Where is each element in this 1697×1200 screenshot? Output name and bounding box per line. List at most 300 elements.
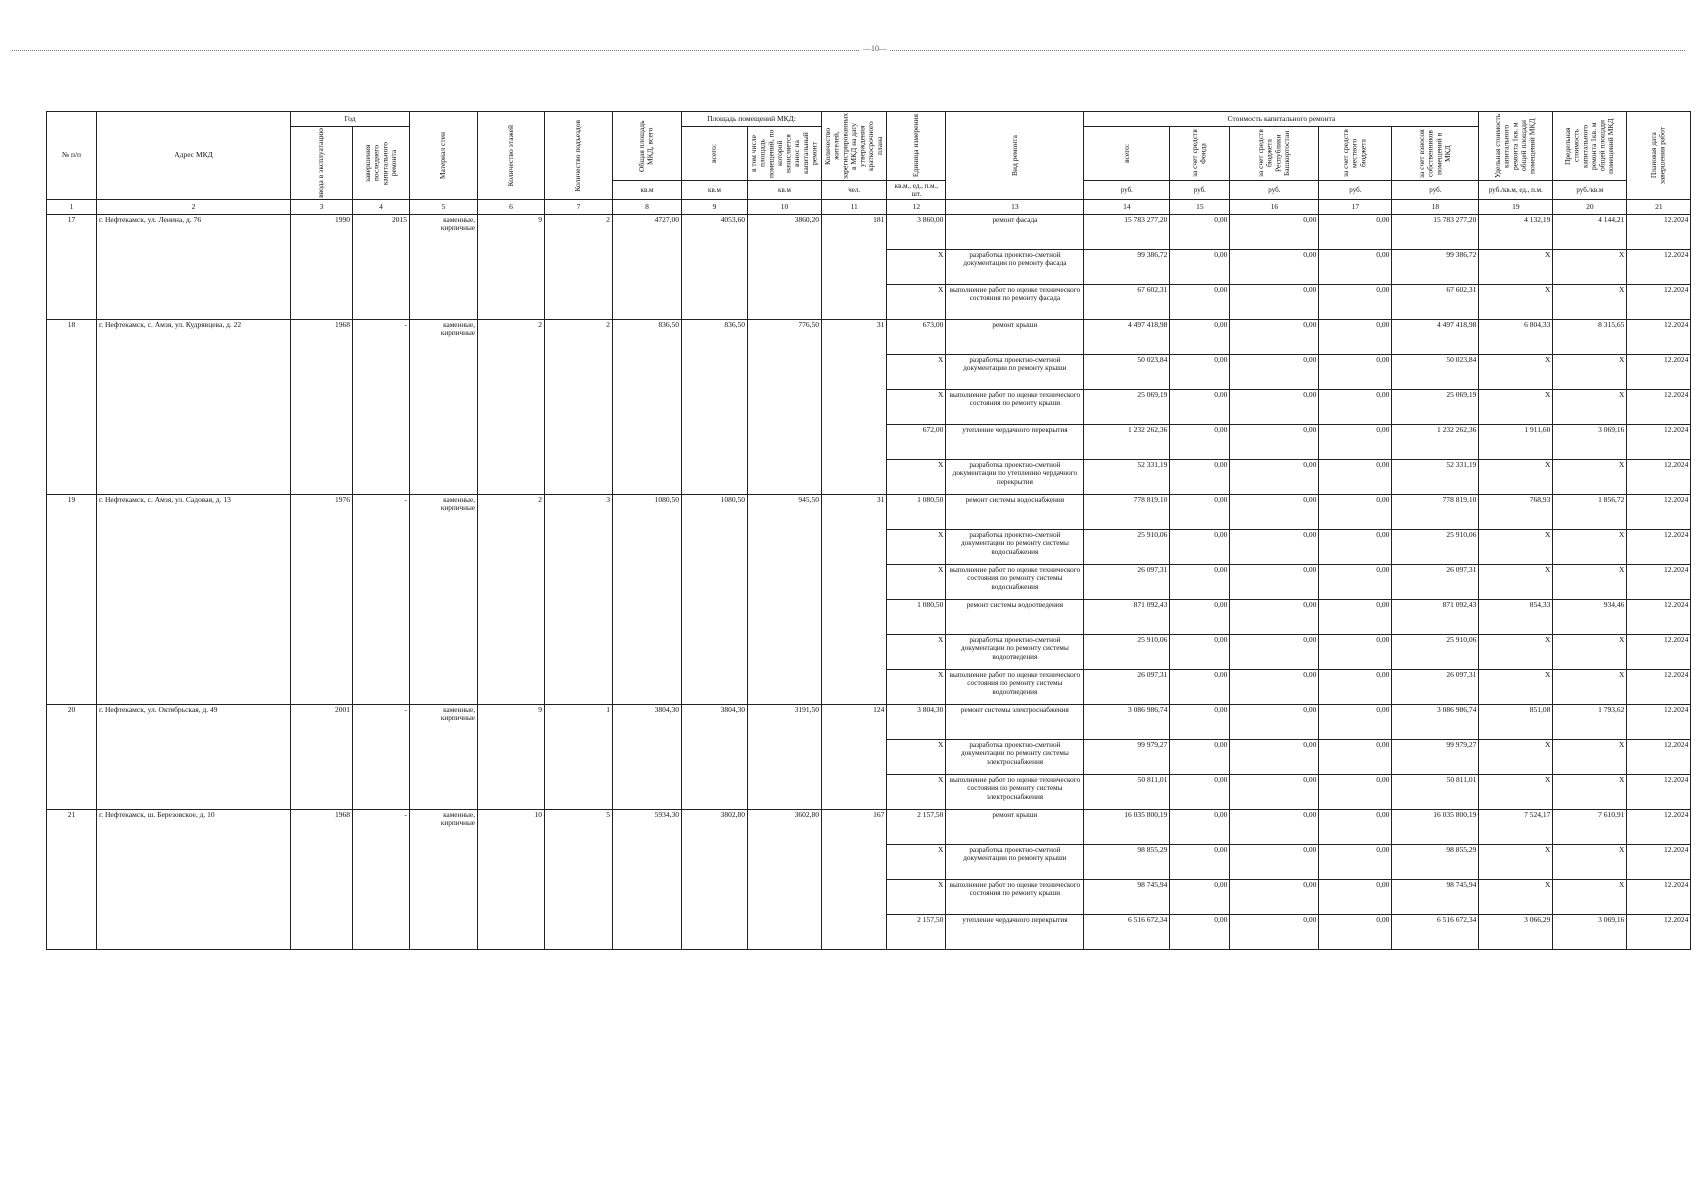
repair-type-cell: разработка проектно-сметной документации по ремонту системы водоснабжения bbox=[946, 530, 1084, 565]
blank-cell bbox=[748, 285, 822, 320]
blank-cell bbox=[47, 390, 97, 425]
cost-owners-cell: 25 069,19 bbox=[1392, 390, 1479, 425]
cost-local-cell: 0,00 bbox=[1319, 425, 1392, 460]
row-number: 21 bbox=[47, 810, 97, 845]
cost-local-cell: 0,00 bbox=[1319, 670, 1392, 705]
cost-local-cell: 0,00 bbox=[1319, 565, 1392, 600]
blank-cell bbox=[47, 670, 97, 705]
premises-paying-cell: 3191,50 bbox=[748, 705, 822, 740]
unit-cell: X bbox=[887, 670, 946, 705]
cost-owners-cell: 50 023,84 bbox=[1392, 355, 1479, 390]
year-commission-cell: 2001 bbox=[291, 705, 353, 740]
unit-cell: X bbox=[887, 880, 946, 915]
cost-region-cell: 0,00 bbox=[1230, 915, 1319, 950]
unit-cell: кв.м bbox=[682, 181, 748, 200]
blank-cell bbox=[97, 775, 291, 810]
header-cost-fund: за счет средств Фонда bbox=[1170, 127, 1230, 181]
header-premises-paying: в том числе площадь помещений, по которой начисляется взнос на капитальный ремонт bbox=[748, 127, 822, 181]
total-area-cell: 836,50 bbox=[613, 320, 682, 355]
blank-cell bbox=[613, 740, 682, 775]
unit-cell: 1 080,50 bbox=[887, 600, 946, 635]
blank-cell bbox=[545, 390, 613, 425]
table-row bbox=[47, 635, 1691, 670]
unit-cell: X bbox=[887, 390, 946, 425]
blank-cell bbox=[748, 775, 822, 810]
blank-cell bbox=[682, 530, 748, 565]
unit-cell: X bbox=[887, 460, 946, 495]
cost-owners-cell: 67 602,31 bbox=[1392, 285, 1479, 320]
total-area-cell: 3804,30 bbox=[613, 705, 682, 740]
cost-region-cell: 0,00 bbox=[1230, 775, 1319, 810]
row-number: 18 bbox=[47, 320, 97, 355]
floors-cell: 10 bbox=[478, 810, 545, 845]
column-number: 21 bbox=[1627, 200, 1691, 215]
blank-cell bbox=[545, 355, 613, 390]
cost-region-cell: 0,00 bbox=[1230, 810, 1319, 845]
cost-total-cell: 67 602,31 bbox=[1084, 285, 1170, 320]
blank-cell bbox=[291, 460, 353, 495]
blank-cell bbox=[291, 915, 353, 950]
max-cost-cell: X bbox=[1553, 390, 1627, 425]
blank-cell bbox=[682, 285, 748, 320]
blank-cell bbox=[97, 425, 291, 460]
deadline-cell: 12.2024 bbox=[1627, 810, 1691, 845]
column-number: 17 bbox=[1319, 200, 1392, 215]
blank-cell bbox=[97, 635, 291, 670]
unit-cell: X bbox=[887, 355, 946, 390]
blank-cell bbox=[613, 845, 682, 880]
cost-region-cell: 0,00 bbox=[1230, 250, 1319, 285]
blank-cell bbox=[748, 670, 822, 705]
cost-owners-cell: 3 086 986,74 bbox=[1392, 705, 1479, 740]
unit-cost-cell: X bbox=[1479, 530, 1553, 565]
year-commission-cell: 1968 bbox=[291, 320, 353, 355]
blank-cell bbox=[682, 845, 748, 880]
repair-type-cell: утепление чердачного перекрытия bbox=[946, 425, 1084, 460]
repair-type-cell: ремонт крыши bbox=[946, 810, 1084, 845]
floors-cell: 2 bbox=[478, 320, 545, 355]
blank-cell bbox=[478, 285, 545, 320]
blank-cell bbox=[748, 355, 822, 390]
blank-cell bbox=[613, 600, 682, 635]
unit-cost-cell: 851,08 bbox=[1479, 705, 1553, 740]
cost-fund-cell: 0,00 bbox=[1170, 460, 1230, 495]
cost-local-cell: 0,00 bbox=[1319, 705, 1392, 740]
blank-cell bbox=[291, 880, 353, 915]
column-number: 13 bbox=[946, 200, 1084, 215]
blank-cell bbox=[47, 775, 97, 810]
header-repair-type: Вид ремонта bbox=[946, 112, 1084, 200]
residents-cell: 31 bbox=[822, 320, 887, 355]
blank-cell bbox=[97, 670, 291, 705]
unit-cell: X bbox=[887, 565, 946, 600]
year-last-repair-cell: 2015 bbox=[353, 215, 410, 250]
cost-owners-cell: 52 331,19 bbox=[1392, 460, 1479, 495]
deadline-cell: 12.2024 bbox=[1627, 600, 1691, 635]
blank-cell bbox=[410, 285, 478, 320]
repair-type-cell: ремонт системы водоотведения bbox=[946, 600, 1084, 635]
repair-type-cell: выполнение работ по оценке технического состояния по ремонту фасада bbox=[946, 285, 1084, 320]
table-body bbox=[47, 215, 1691, 950]
unit-cell: чел. bbox=[822, 181, 887, 200]
cost-total-cell: 25 069,19 bbox=[1084, 390, 1170, 425]
unit-cost-cell: X bbox=[1479, 250, 1553, 285]
cost-total-cell: 25 910,06 bbox=[1084, 635, 1170, 670]
blank-cell bbox=[353, 880, 410, 915]
cost-owners-cell: 25 910,06 bbox=[1392, 635, 1479, 670]
blank-cell bbox=[822, 530, 887, 565]
unit-cell: X bbox=[887, 775, 946, 810]
unit-cell: кв.м bbox=[748, 181, 822, 200]
blank-cell bbox=[478, 740, 545, 775]
cost-fund-cell: 0,00 bbox=[1170, 390, 1230, 425]
header-cost-owners: за счет взносов собственников помещений в МКД bbox=[1392, 127, 1479, 181]
cost-region-cell: 0,00 bbox=[1230, 215, 1319, 250]
unit-cost-cell: 7 524,17 bbox=[1479, 810, 1553, 845]
header-unit: Единица измерения bbox=[887, 112, 946, 181]
header-cost-total: всего: bbox=[1084, 127, 1170, 181]
blank-cell bbox=[478, 775, 545, 810]
header-entrances: Количество подъездов bbox=[545, 112, 613, 200]
blank-cell bbox=[822, 600, 887, 635]
header-unit-cost: Удельная стоимость капитального ремонта 1кв. м общей площади помещений МКД bbox=[1479, 112, 1553, 181]
blank-cell bbox=[545, 425, 613, 460]
cost-region-cell: 0,00 bbox=[1230, 530, 1319, 565]
max-cost-cell: 7 610,91 bbox=[1553, 810, 1627, 845]
deadline-cell: 12.2024 bbox=[1627, 250, 1691, 285]
unit-cost-cell: X bbox=[1479, 880, 1553, 915]
deadline-cell: 12.2024 bbox=[1627, 635, 1691, 670]
blank-cell bbox=[353, 775, 410, 810]
blank-cell bbox=[478, 670, 545, 705]
column-number: 1 bbox=[47, 200, 97, 215]
wall-material-cell: каменные, кирпичные bbox=[410, 810, 478, 845]
unit-cost-cell: 768,93 bbox=[1479, 495, 1553, 530]
blank-cell bbox=[410, 915, 478, 950]
row-number: 20 bbox=[47, 705, 97, 740]
blank-cell bbox=[682, 775, 748, 810]
max-cost-cell: 3 069,16 bbox=[1553, 425, 1627, 460]
residents-cell: 181 bbox=[822, 215, 887, 250]
cost-total-cell: 50 811,01 bbox=[1084, 775, 1170, 810]
cost-fund-cell: 0,00 bbox=[1170, 530, 1230, 565]
header-cost-region: за счет средств бюджета Республики Башкортостан bbox=[1230, 127, 1319, 181]
max-cost-cell: X bbox=[1553, 880, 1627, 915]
address-cell: г. Нефтекамск, с. Амзя, ул. Садовая, д. 13 bbox=[97, 495, 291, 530]
blank-cell bbox=[748, 460, 822, 495]
blank-cell bbox=[545, 600, 613, 635]
cost-fund-cell: 0,00 bbox=[1170, 600, 1230, 635]
blank-cell bbox=[748, 880, 822, 915]
table-row bbox=[47, 495, 1691, 530]
blank-cell bbox=[682, 915, 748, 950]
blank-cell bbox=[822, 915, 887, 950]
row-number: 17 bbox=[47, 215, 97, 250]
blank-cell bbox=[291, 425, 353, 460]
blank-cell bbox=[47, 600, 97, 635]
deadline-cell: 12.2024 bbox=[1627, 390, 1691, 425]
blank-cell bbox=[291, 355, 353, 390]
repair-type-cell: выполнение работ по оценке технического состояния по ремонту крыши bbox=[946, 390, 1084, 425]
table-row bbox=[47, 775, 1691, 810]
year-commission-cell: 1976 bbox=[291, 495, 353, 530]
cost-owners-cell: 26 097,31 bbox=[1392, 670, 1479, 705]
cost-fund-cell: 0,00 bbox=[1170, 635, 1230, 670]
cost-region-cell: 0,00 bbox=[1230, 495, 1319, 530]
blank-cell bbox=[613, 915, 682, 950]
blank-cell bbox=[97, 740, 291, 775]
cost-fund-cell: 0,00 bbox=[1170, 215, 1230, 250]
blank-cell bbox=[545, 775, 613, 810]
blank-cell bbox=[822, 740, 887, 775]
blank-cell bbox=[822, 845, 887, 880]
blank-cell bbox=[353, 565, 410, 600]
repair-type-cell: выполнение работ по оценке технического состояния по ремонту системы водоотведения bbox=[946, 670, 1084, 705]
entrances-cell: 5 bbox=[545, 810, 613, 845]
repair-type-cell: разработка проектно-сметной документации по утеплению чердачного перекрытия bbox=[946, 460, 1084, 495]
unit-cell: руб./кв.м, ед., п.м. bbox=[1479, 181, 1553, 200]
year-last-repair-cell: - bbox=[353, 705, 410, 740]
cost-local-cell: 0,00 bbox=[1319, 320, 1392, 355]
deadline-cell: 12.2024 bbox=[1627, 285, 1691, 320]
max-cost-cell: X bbox=[1553, 845, 1627, 880]
column-number: 2 bbox=[97, 200, 291, 215]
blank-cell bbox=[613, 775, 682, 810]
blank-cell bbox=[353, 635, 410, 670]
cost-total-cell: 16 035 800,19 bbox=[1084, 810, 1170, 845]
column-number: 15 bbox=[1170, 200, 1230, 215]
repair-type-cell: разработка проектно-сметной документации по ремонту крыши bbox=[946, 355, 1084, 390]
table-row bbox=[47, 705, 1691, 740]
unit-cost-cell: X bbox=[1479, 355, 1553, 390]
floors-cell: 9 bbox=[478, 705, 545, 740]
blank-cell bbox=[353, 285, 410, 320]
deadline-cell: 12.2024 bbox=[1627, 775, 1691, 810]
blank-cell bbox=[748, 845, 822, 880]
blank-cell bbox=[353, 425, 410, 460]
blank-cell bbox=[47, 425, 97, 460]
cost-owners-cell: 1 232 262,36 bbox=[1392, 425, 1479, 460]
table-row bbox=[47, 530, 1691, 565]
header-repair-cost: Стоимость капитального ремонта bbox=[1084, 112, 1479, 127]
entrances-cell: 2 bbox=[545, 320, 613, 355]
blank-cell bbox=[410, 600, 478, 635]
cost-fund-cell: 0,00 bbox=[1170, 775, 1230, 810]
cost-region-cell: 0,00 bbox=[1230, 670, 1319, 705]
blank-cell bbox=[748, 425, 822, 460]
max-cost-cell: 1 793,62 bbox=[1553, 705, 1627, 740]
blank-cell bbox=[545, 845, 613, 880]
blank-cell bbox=[478, 600, 545, 635]
deadline-cell: 12.2024 bbox=[1627, 320, 1691, 355]
repair-type-cell: ремонт системы водоснабжения bbox=[946, 495, 1084, 530]
blank-cell bbox=[353, 390, 410, 425]
premises-total-cell: 836,50 bbox=[682, 320, 748, 355]
blank-cell bbox=[478, 355, 545, 390]
blank-cell bbox=[47, 635, 97, 670]
unit-cell: руб. bbox=[1392, 181, 1479, 200]
blank-cell bbox=[97, 565, 291, 600]
unit-cost-cell: X bbox=[1479, 390, 1553, 425]
blank-cell bbox=[410, 775, 478, 810]
blank-cell bbox=[748, 390, 822, 425]
repair-type-cell: разработка проектно-сметной документации по ремонту системы водоотведения bbox=[946, 635, 1084, 670]
cost-fund-cell: 0,00 bbox=[1170, 845, 1230, 880]
blank-cell bbox=[291, 530, 353, 565]
cost-total-cell: 50 023,84 bbox=[1084, 355, 1170, 390]
entrances-cell: 2 bbox=[545, 215, 613, 250]
cost-total-cell: 3 086 986,74 bbox=[1084, 705, 1170, 740]
cost-local-cell: 0,00 bbox=[1319, 740, 1392, 775]
cost-region-cell: 0,00 bbox=[1230, 600, 1319, 635]
cost-total-cell: 98 855,29 bbox=[1084, 845, 1170, 880]
blank-cell bbox=[353, 845, 410, 880]
year-commission-cell: 1990 bbox=[291, 215, 353, 250]
cost-total-cell: 778 819,10 bbox=[1084, 495, 1170, 530]
cost-local-cell: 0,00 bbox=[1319, 635, 1392, 670]
blank-cell bbox=[353, 460, 410, 495]
blank-cell bbox=[822, 565, 887, 600]
blank-cell bbox=[613, 565, 682, 600]
blank-cell bbox=[613, 670, 682, 705]
cost-owners-cell: 778 819,10 bbox=[1392, 495, 1479, 530]
cost-total-cell: 26 097,31 bbox=[1084, 565, 1170, 600]
wall-material-cell: каменные, кирпичные bbox=[410, 215, 478, 250]
blank-cell bbox=[748, 565, 822, 600]
blank-cell bbox=[410, 635, 478, 670]
unit-cost-cell: X bbox=[1479, 565, 1553, 600]
unit-cell: кв.м bbox=[613, 181, 682, 200]
cost-local-cell: 0,00 bbox=[1319, 355, 1392, 390]
unit-cell: 673,00 bbox=[887, 320, 946, 355]
unit-cost-cell: 6 804,33 bbox=[1479, 320, 1553, 355]
column-number: 20 bbox=[1553, 200, 1627, 215]
unit-cell: 672,00 bbox=[887, 425, 946, 460]
blank-cell bbox=[478, 250, 545, 285]
table-row bbox=[47, 845, 1691, 880]
cost-owners-cell: 15 783 277,20 bbox=[1392, 215, 1479, 250]
header-total-area: Общая площадь МКД, всего bbox=[613, 112, 682, 181]
page-top-rule bbox=[12, 50, 1685, 51]
blank-cell bbox=[545, 915, 613, 950]
table-row bbox=[47, 460, 1691, 495]
blank-cell bbox=[97, 390, 291, 425]
blank-cell bbox=[682, 670, 748, 705]
blank-cell bbox=[822, 285, 887, 320]
blank-cell bbox=[545, 635, 613, 670]
column-number: 9 bbox=[682, 200, 748, 215]
cost-fund-cell: 0,00 bbox=[1170, 670, 1230, 705]
unit-cost-cell: X bbox=[1479, 845, 1553, 880]
column-number: 14 bbox=[1084, 200, 1170, 215]
max-cost-cell: 3 069,16 bbox=[1553, 915, 1627, 950]
cost-region-cell: 0,00 bbox=[1230, 635, 1319, 670]
table-header bbox=[47, 112, 1691, 215]
blank-cell bbox=[748, 915, 822, 950]
cost-region-cell: 0,00 bbox=[1230, 740, 1319, 775]
blank-cell bbox=[478, 390, 545, 425]
blank-cell bbox=[545, 285, 613, 320]
cost-local-cell: 0,00 bbox=[1319, 495, 1392, 530]
blank-cell bbox=[682, 250, 748, 285]
repair-type-cell: выполнение работ по оценке технического состояния по ремонту системы электроснабжения bbox=[946, 775, 1084, 810]
premises-total-cell: 3802,80 bbox=[682, 810, 748, 845]
blank-cell bbox=[410, 355, 478, 390]
blank-cell bbox=[613, 390, 682, 425]
cost-fund-cell: 0,00 bbox=[1170, 320, 1230, 355]
row-number: 19 bbox=[47, 495, 97, 530]
header-year-last-repair: завершения последнего капитального ремонта bbox=[353, 127, 410, 200]
unit-cell: руб. bbox=[1170, 181, 1230, 200]
cost-local-cell: 0,00 bbox=[1319, 285, 1392, 320]
premises-total-cell: 1080,50 bbox=[682, 495, 748, 530]
cost-local-cell: 0,00 bbox=[1319, 215, 1392, 250]
deadline-cell: 12.2024 bbox=[1627, 355, 1691, 390]
blank-cell bbox=[47, 250, 97, 285]
deadline-cell: 12.2024 bbox=[1627, 495, 1691, 530]
blank-cell bbox=[291, 565, 353, 600]
max-cost-cell: X bbox=[1553, 460, 1627, 495]
blank-cell bbox=[47, 845, 97, 880]
unit-cost-cell: 854,33 bbox=[1479, 600, 1553, 635]
blank-cell bbox=[47, 880, 97, 915]
cost-total-cell: 871 092,43 bbox=[1084, 600, 1170, 635]
header-year: Год bbox=[291, 112, 410, 127]
header-max-cost: Предельная стоимость капитального ремонта 1кв. м общей площади помещений МКД bbox=[1553, 112, 1627, 181]
cost-region-cell: 0,00 bbox=[1230, 880, 1319, 915]
header-no: № п/п bbox=[47, 112, 97, 200]
cost-local-cell: 0,00 bbox=[1319, 530, 1392, 565]
blank-cell bbox=[822, 250, 887, 285]
premises-total-cell: 4053,60 bbox=[682, 215, 748, 250]
cost-region-cell: 0,00 bbox=[1230, 705, 1319, 740]
table-row bbox=[47, 320, 1691, 355]
cost-owners-cell: 98 855,29 bbox=[1392, 845, 1479, 880]
header-premises-area: Площадь помещений МКД: bbox=[682, 112, 822, 127]
header-year-commission: ввода в эксплуатацию bbox=[291, 127, 353, 200]
cost-local-cell: 0,00 bbox=[1319, 600, 1392, 635]
unit-cost-cell: X bbox=[1479, 775, 1553, 810]
repair-type-cell: утепление чердачного перекрытия bbox=[946, 915, 1084, 950]
cost-owners-cell: 99 386,72 bbox=[1392, 250, 1479, 285]
cost-local-cell: 0,00 bbox=[1319, 775, 1392, 810]
blank-cell bbox=[478, 915, 545, 950]
blank-cell bbox=[353, 740, 410, 775]
total-area-cell: 5934,30 bbox=[613, 810, 682, 845]
cost-region-cell: 0,00 bbox=[1230, 355, 1319, 390]
table-row bbox=[47, 600, 1691, 635]
year-last-repair-cell: - bbox=[353, 810, 410, 845]
year-last-repair-cell: - bbox=[353, 495, 410, 530]
cost-total-cell: 26 097,31 bbox=[1084, 670, 1170, 705]
table-row bbox=[47, 285, 1691, 320]
max-cost-cell: 8 315,65 bbox=[1553, 320, 1627, 355]
blank-cell bbox=[613, 250, 682, 285]
deadline-cell: 12.2024 bbox=[1627, 670, 1691, 705]
cost-fund-cell: 0,00 bbox=[1170, 495, 1230, 530]
blank-cell bbox=[682, 565, 748, 600]
blank-cell bbox=[410, 880, 478, 915]
blank-cell bbox=[682, 355, 748, 390]
unit-cell: X bbox=[887, 845, 946, 880]
cost-fund-cell: 0,00 bbox=[1170, 880, 1230, 915]
residents-cell: 31 bbox=[822, 495, 887, 530]
repair-type-cell: выполнение работ по оценке технического состояния по ремонту системы водоснабжения bbox=[946, 565, 1084, 600]
total-area-cell: 1080,50 bbox=[613, 495, 682, 530]
blank-cell bbox=[291, 600, 353, 635]
blank-cell bbox=[291, 250, 353, 285]
blank-cell bbox=[822, 635, 887, 670]
